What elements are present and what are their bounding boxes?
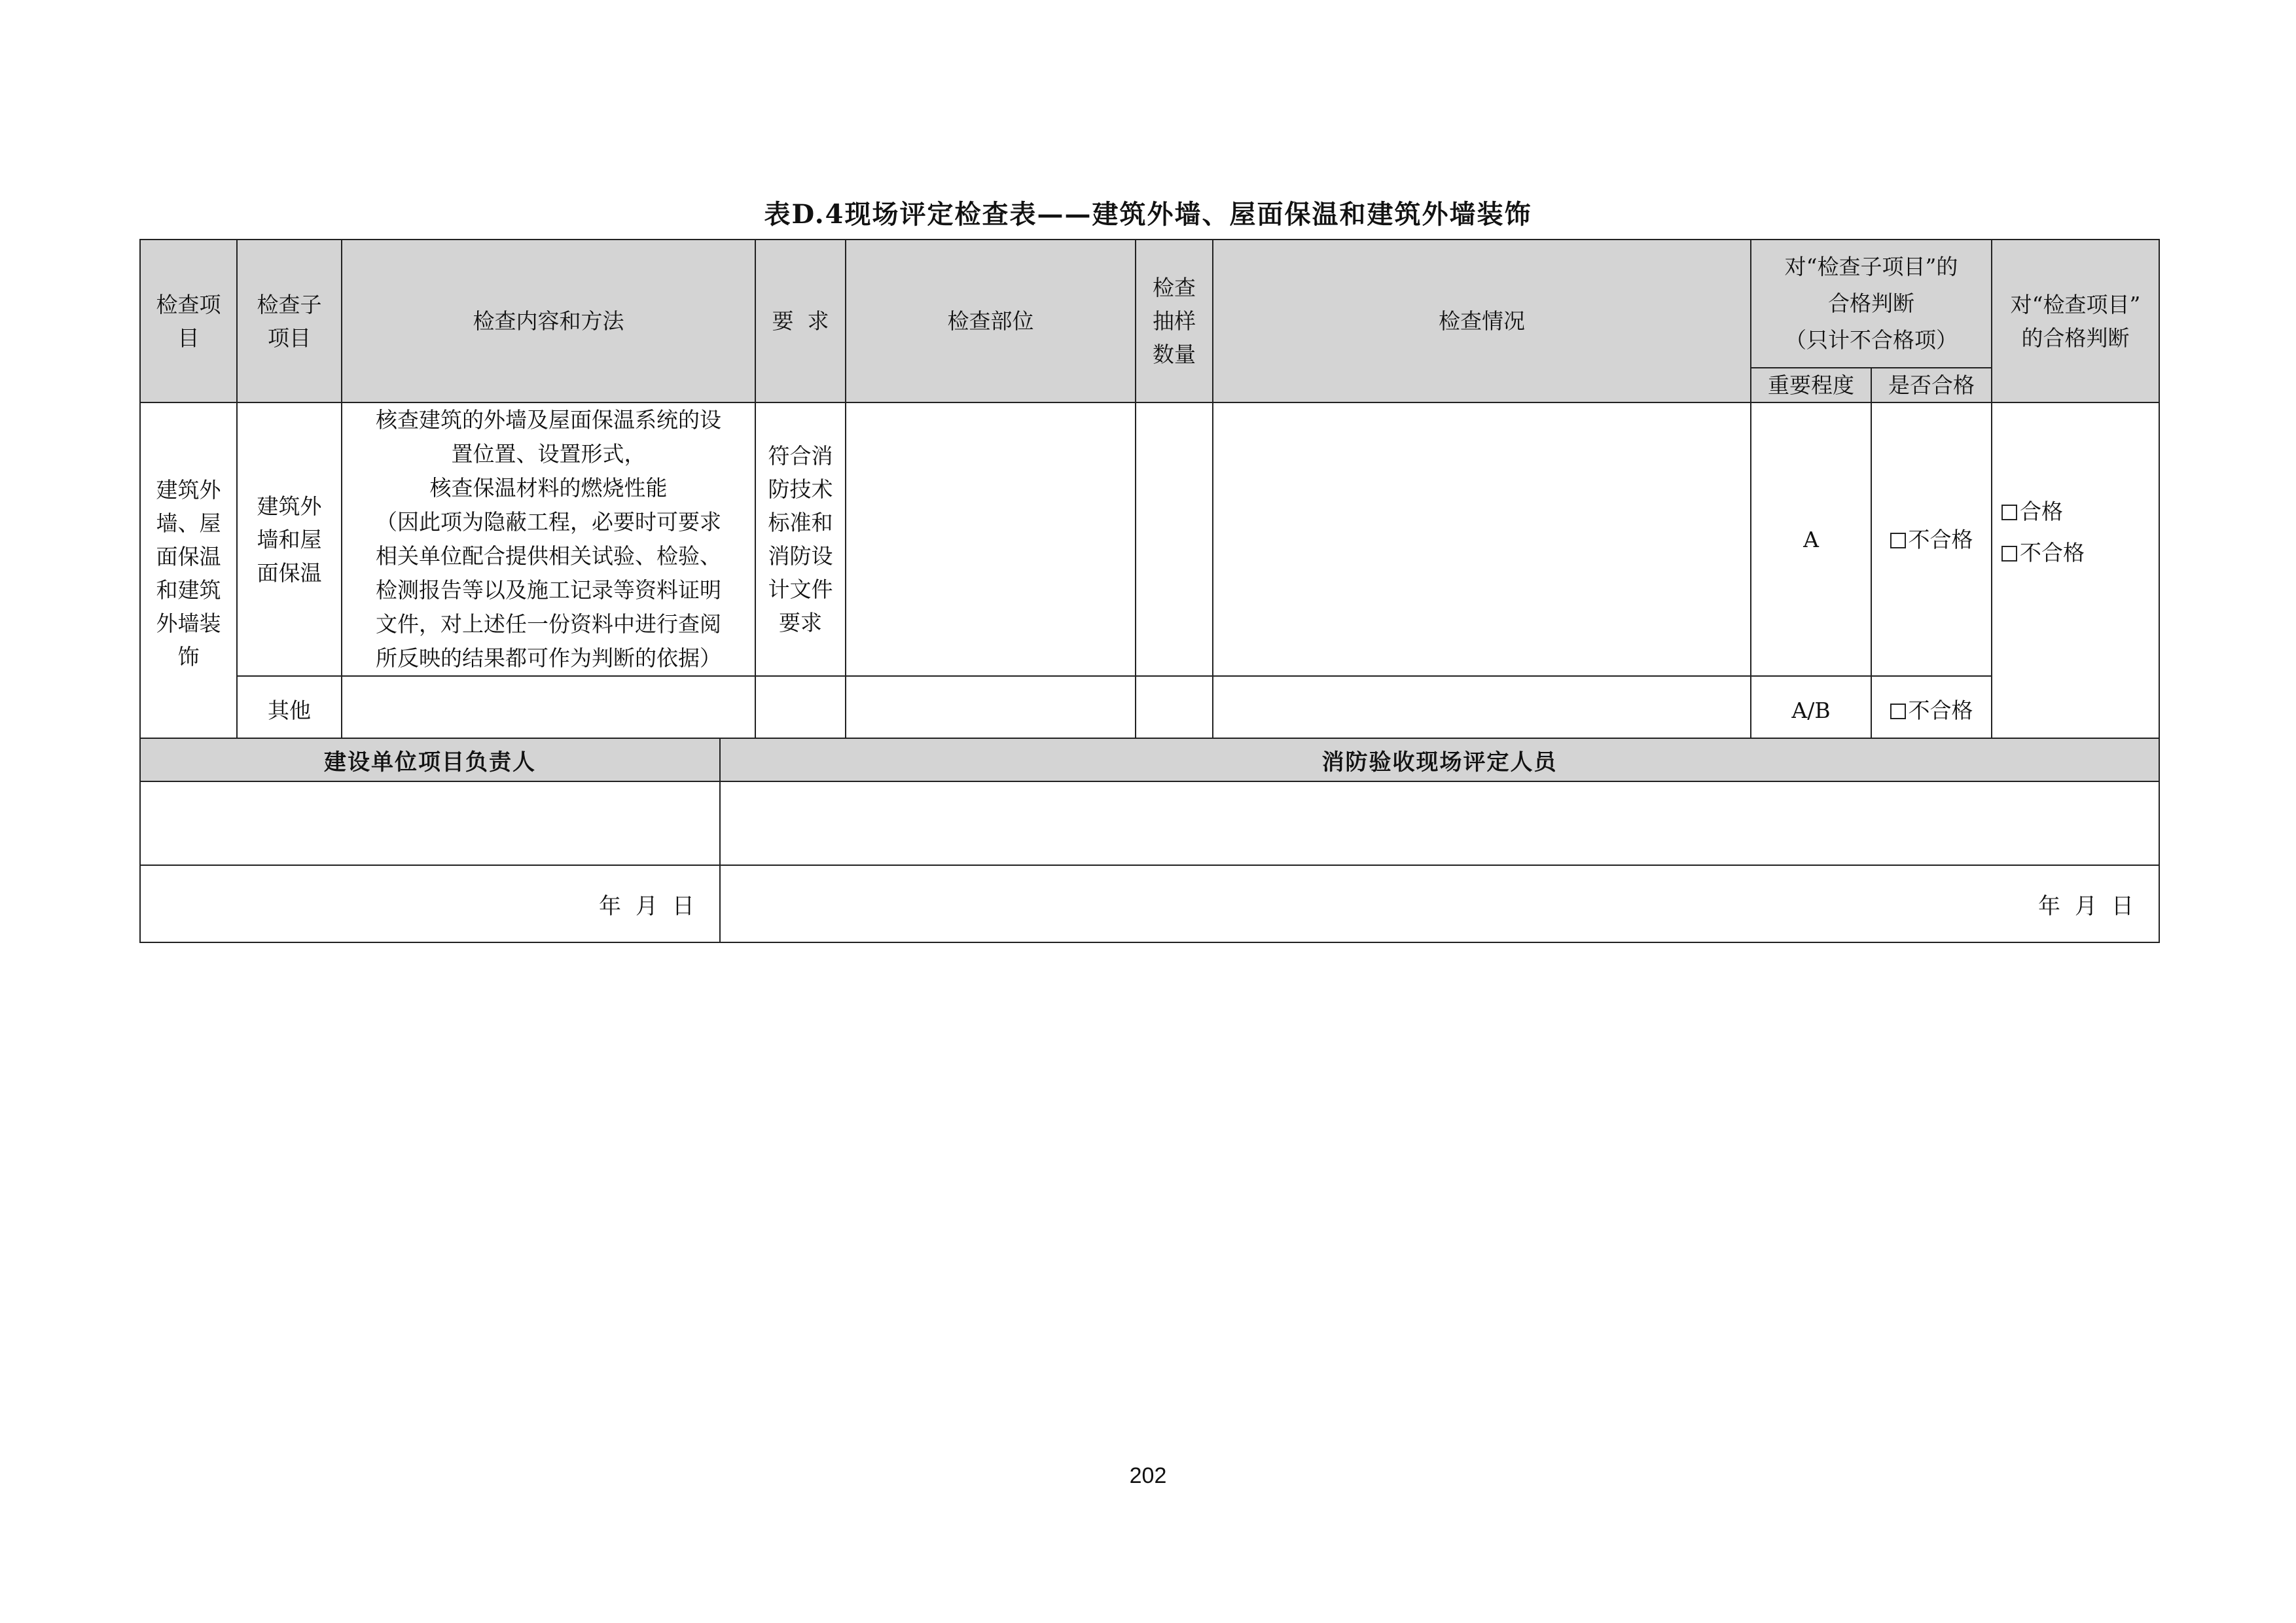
- pass-cell: 不合格: [1871, 676, 1992, 744]
- location-cell[interactable]: [846, 676, 1136, 744]
- signature-header-row: [140, 738, 2159, 781]
- requirement-cell: 符合消 防技术 标准和 消防设 计文件 要求: [755, 402, 846, 676]
- checkbox-icon[interactable]: [1890, 704, 1906, 719]
- header-requirement: 要 求: [755, 240, 846, 402]
- assessor-header: 消防验收现场评定人员: [720, 738, 2159, 781]
- subitem-cell: 其他: [237, 676, 342, 744]
- method-cell[interactable]: [342, 676, 755, 744]
- header-subitem: 检查子 项目: [237, 240, 342, 402]
- signature-row: [140, 781, 2159, 865]
- item-cell: 建筑外 墙、屋 面保温 和建筑 外墙装 饰: [140, 402, 237, 744]
- header-pass: 是否合格: [1871, 368, 1992, 402]
- header-item: 检查项 目: [140, 240, 237, 402]
- pass-cell: 不合格: [1871, 402, 1992, 676]
- checkbox-icon[interactable]: [1890, 533, 1906, 548]
- header-method: 检查内容和方法: [342, 240, 755, 402]
- header-item-judge: 对“检查项目” 的合格判断: [1992, 240, 2159, 402]
- header-row: [140, 240, 2159, 368]
- header-importance: 重要程度: [1751, 368, 1871, 402]
- header-sample: 检查 抽样 数量: [1136, 240, 1213, 402]
- header-sub-judge: 对“检查子项目”的 合格判断 （只计不合格项）: [1751, 240, 1992, 368]
- importance-cell: A: [1751, 402, 1871, 676]
- checkbox-icon[interactable]: [2001, 505, 2017, 520]
- requirement-cell[interactable]: [755, 676, 846, 744]
- header-location: 检查部位: [846, 240, 1136, 402]
- page-number: 202: [1129, 1463, 1167, 1488]
- builder-date[interactable]: 年月日: [140, 865, 720, 942]
- method-cell: 核查建筑的外墙及屋面保温系统的设 置位置、设置形式， 核查保温材料的燃烧性能 （因此项为隐蔽工程，必要时可要求 相关单位配合提供相关试验、检验、 检测报告等以及施工记录等资料证明 文件，对上述任一份资料中进行查阅 所反映的结果都可作为判断的依据）: [342, 402, 755, 676]
- assessor-signature-field[interactable]: [720, 781, 2159, 865]
- builder-signature-field[interactable]: [140, 781, 720, 865]
- date-row: [140, 865, 2159, 942]
- builder-header: 建设单位项目负责人: [140, 738, 720, 781]
- checkbox-icon[interactable]: [2001, 546, 2017, 562]
- assessor-date[interactable]: 年月日: [720, 865, 2159, 942]
- inspection-table: [139, 239, 2160, 745]
- sample-cell[interactable]: [1136, 402, 1213, 676]
- table-row: [140, 402, 2159, 676]
- page-title: 表D.4现场评定检查表——建筑外墙、屋面保温和建筑外墙装饰: [764, 199, 1532, 230]
- location-cell[interactable]: [846, 402, 1136, 676]
- table-row: [140, 676, 2159, 744]
- item-judge-cell: 合格 不合格: [1992, 402, 2159, 744]
- signature-table: [139, 738, 2160, 943]
- subitem-cell: 建筑外 墙和屋 面保温: [237, 402, 342, 676]
- header-situation: 检查情况: [1213, 240, 1751, 402]
- situation-cell[interactable]: [1213, 676, 1751, 744]
- importance-cell: A/B: [1751, 676, 1871, 744]
- situation-cell[interactable]: [1213, 402, 1751, 676]
- sample-cell[interactable]: [1136, 676, 1213, 744]
